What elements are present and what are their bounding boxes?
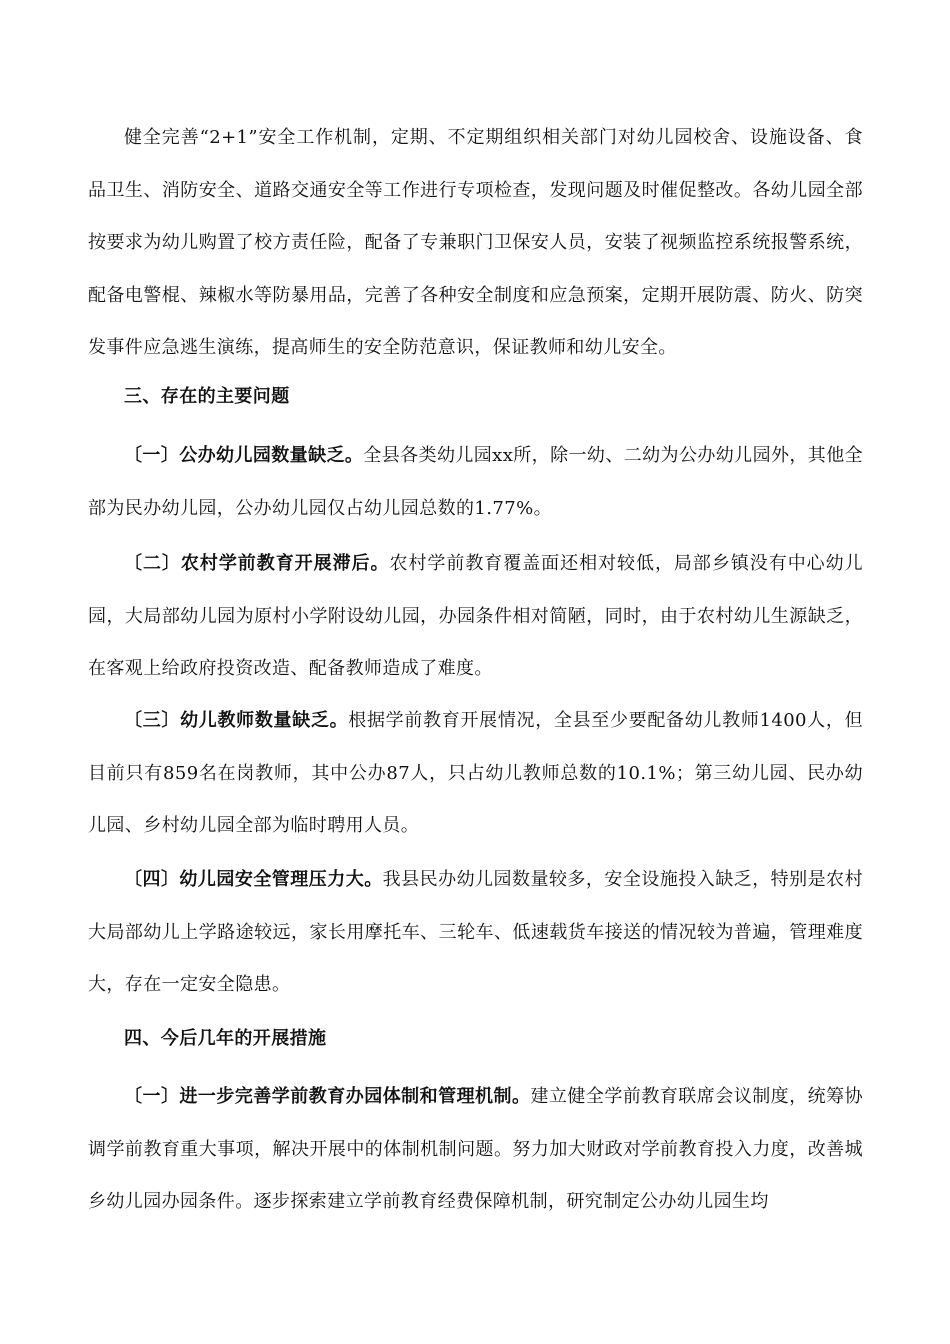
- paragraph-lead: 〔一〕公办幼儿园数量缺乏。: [124, 445, 364, 466]
- paragraph-text: 健全完善“2+1”安全工作机制，定期、不定期组织相关部门对幼儿园校舍、设施设备、食品卫生、消防安全、道路交通安全等工作进行专项检查，发现问题及时催促整改。各幼儿园全部按要求为幼儿购置了校方责任险，配备了专兼职门卫保安人员，安装了视频监控系统报警系统，配备电警棍、辣椒水等防暴用品，完善了各种安全制度和应急预案，定期开展防震、防火、防突发事件应急逃生演练，提高师生的安全防范意识，保证教师和幼儿安全。: [88, 127, 863, 358]
- paragraph-safety-mechanism: [88, 112, 863, 375]
- paragraph-problem-4: [88, 854, 863, 1012]
- section-heading-problems: 三、存在的主要问题: [124, 386, 290, 407]
- paragraph-problem-2: [88, 538, 863, 696]
- paragraph-lead: 〔二〕农村学前教育开展滞后。: [124, 553, 390, 574]
- paragraph-text: 农村学前教育覆盖面还相对较低，局部乡镇没有中心幼儿园，大局部幼儿园为原村小学附设幼儿园，办园条件相对简陋，同时，由于农村幼儿生源缺乏，在客观上给政府投资改造、配备教师造成了难度。: [88, 553, 863, 679]
- section-heading-measures: 四、今后几年的开展措施: [124, 1028, 327, 1049]
- paragraph-text: 根据学前教育开展情况，全县至少要配备幼儿教师1400人，但目前只有859名在岗教师，其中公办87人，只占幼儿教师总数的10.1%；第三幼儿园、民办幼儿园、乡村幼儿园全部为临时聘用人员。: [88, 710, 863, 836]
- paragraph-measure-1: [88, 1071, 863, 1229]
- paragraph-text: 全县各类幼儿园xx所，除一幼、二幼为公办幼儿园外，其他全部为民办幼儿园，公办幼儿园仅占幼儿园总数的1.77%。: [88, 445, 864, 519]
- paragraph-text: 我县民办幼儿园数量较多，安全设施投入缺乏，特别是农村大局部幼儿上学路途较远，家长用摩托车、三轮车、低速载货车接送的情况较为普遍，管理难度大，存在一定安全隐患。: [88, 869, 863, 995]
- paragraph-lead: 〔四〕幼儿园安全管理压力大。: [124, 869, 383, 890]
- paragraph-text: 建立健全学前教育联席会议制度，统筹协调学前教育重大事项，解决开展中的体制机制问题。努力加大财政对学前教育投入力度，改善城乡幼儿园办园条件。逐步探索建立学前教育经费保障机制，研究制定公办幼儿园生均: [88, 1086, 863, 1212]
- paragraph-problem-3: [88, 695, 863, 853]
- paragraph-lead: 〔一〕进一步完善学前教育办园体制和管理机制。: [124, 1086, 531, 1107]
- paragraph-problem-1: [88, 430, 863, 535]
- paragraph-lead: 〔三〕幼儿教师数量缺乏。: [124, 710, 349, 731]
